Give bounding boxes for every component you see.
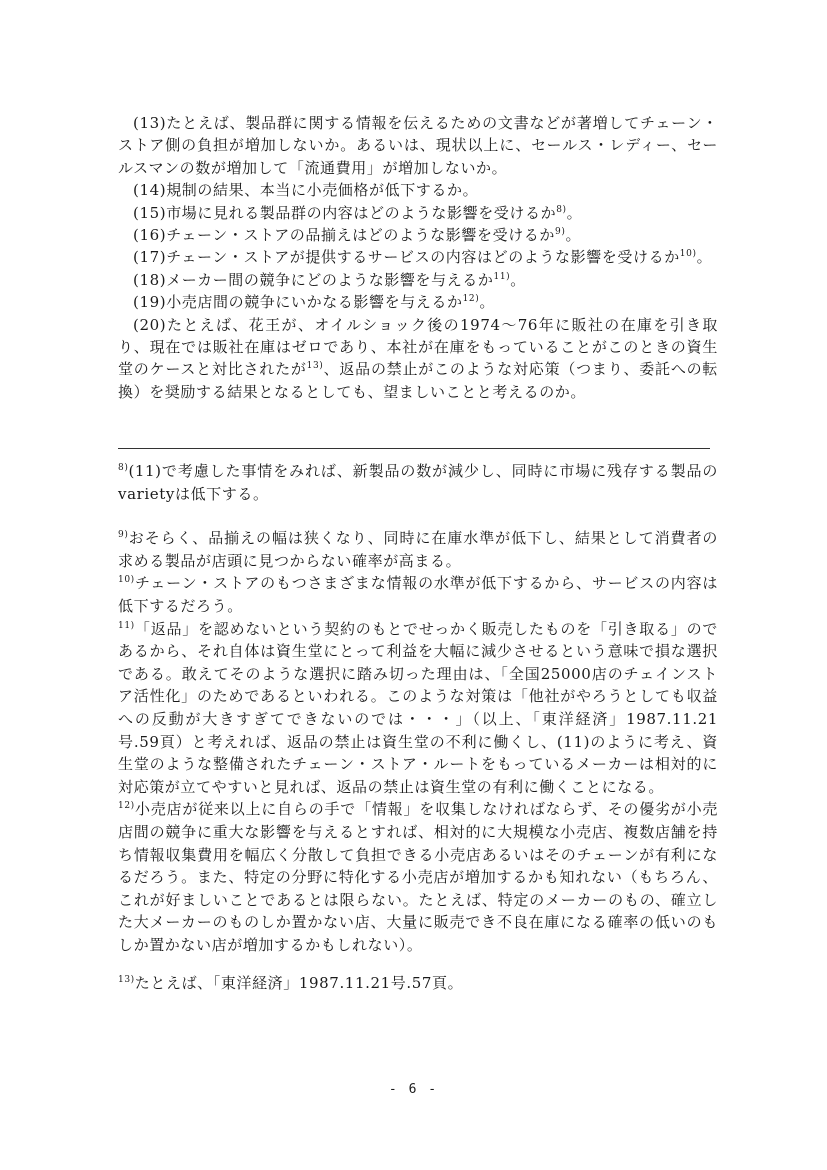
footnote-ref: 10): [679, 249, 697, 260]
paragraph-15: (15)市場に見れる製品群の内容はどのような影響を受けるか$^{8)}$。: [133, 203, 583, 222]
footnote-10: $^{10)}$チェーン・ストアのもつさまざまな情報の水準が低下するから、サービスの内容は低下するだろう。: [118, 574, 718, 615]
footnote-13: $^{13)}$たとえば、「東洋経済」1987.11.21号.57頁。: [118, 974, 464, 993]
footnote-9: $^{9)}$おそらく、品揃えの幅は狭くなり、同時に在庫水準が低下し、結果として消費者の求める製品が店頭に見つからない確率が高まる。: [118, 529, 718, 570]
footnote-12: $^{12)}$小売店が従来以上に自らの手で「情報」を収集しなければならず、その優劣が小売店間の競争に重大な影響を与えるとすれば、相対的に大規模な小売店、複数店舗を持ち情報収集費用を幅広く分散して負担できる小売店あるいはそのチェーンが有利になるだろう。また、特定の分野に特化する小売店が増加するかも知れない（もちろん、これが好ましいことであるとは限らない。たとえば、特定のメーカーのもの、確立した大メーカーのものしか置かない店、大量に販売でき不良在庫になる確率の低いのもしか置かない店が増加するかもしれない）。: [118, 800, 718, 954]
footnote-divider: [118, 448, 710, 449]
page-number: - 6 -: [388, 1082, 439, 1097]
footnote-11: $^{11)}$「返品」を認めないという契約のもとでせっかく販売したものを「引き取る」のであるから、それ自体は資生堂にとって利益を大幅に減少させるという意味で損な選択である。敢えてそのような選択に踏み切った理由は、「全国25000店のチェインストア活性化」のためであるといわれる。このような対策は「他社がやろうとしても収益への反動が大きすぎてできないのでは・・・」（以上、「東洋経済」1987.11.21号.59頁）と考えれば、返品の禁止は資生堂の不利に働くし、(11)のように考え、資生堂のような整備されたチェーン・ストア・ルートをもっているメーカーは相対的に対応策が立てやすいと見れば、返品の禁止は資生堂の有利に働くことになる。: [118, 619, 718, 796]
footnote-ref: 12): [462, 294, 480, 305]
paragraph-14: (14)規制の結果、本当に小売価格が低下するか。: [133, 181, 479, 200]
paragraph-13: (13)たとえば、製品群に関する情報を伝えるための文書などが著増してチェーン・ストア側の負担が増加しないか。あるいは、現状以上に、セールス・レディー、セールスマンの数が増加して「流通費用」が増加しないか。: [118, 114, 718, 177]
footnote-ref: 11): [493, 271, 511, 282]
footnote-ref: 13): [306, 361, 324, 372]
paragraph-20: (20)たとえば、花王が、オイルショック後の1974～76年に販社の在庫を引き取り、現在では販社在庫はゼロであり、本社が在庫をもっていることがこのときの資生堂のケースと対比されたが$^{13)}$、返品の禁止がこのような対応策（つまり、委託への転換）を奨励する結果となるとしても、望ましいことと考えるのか。: [118, 315, 718, 401]
paragraph-18: (18)メーカー間の競争にどのような影響を与えるか$^{11)}$。: [133, 270, 526, 289]
footnote-ref: 9): [555, 227, 566, 238]
paragraph-17: (17)チェーン・ストアが提供するサービスの内容はどのような影響を受けるか$^{10)}$。: [133, 248, 713, 267]
paragraph-19: (19)小売店間の競争にいかなる影響を与えるか$^{12)}$。: [133, 293, 495, 312]
paragraph-16: (16)チェーン・ストアの品揃えはどのような影響を受けるか$^{9)}$。: [133, 226, 582, 245]
main-text: [118, 112, 718, 403]
footnotes: [118, 460, 718, 995]
footnote-ref: 8): [556, 204, 567, 215]
footnote-8: $^{8)}$(11)で考慮した事情をみれば、新製品の数が減少し、同時に市場に残存する製品のvarietyは低下する。: [118, 462, 718, 503]
